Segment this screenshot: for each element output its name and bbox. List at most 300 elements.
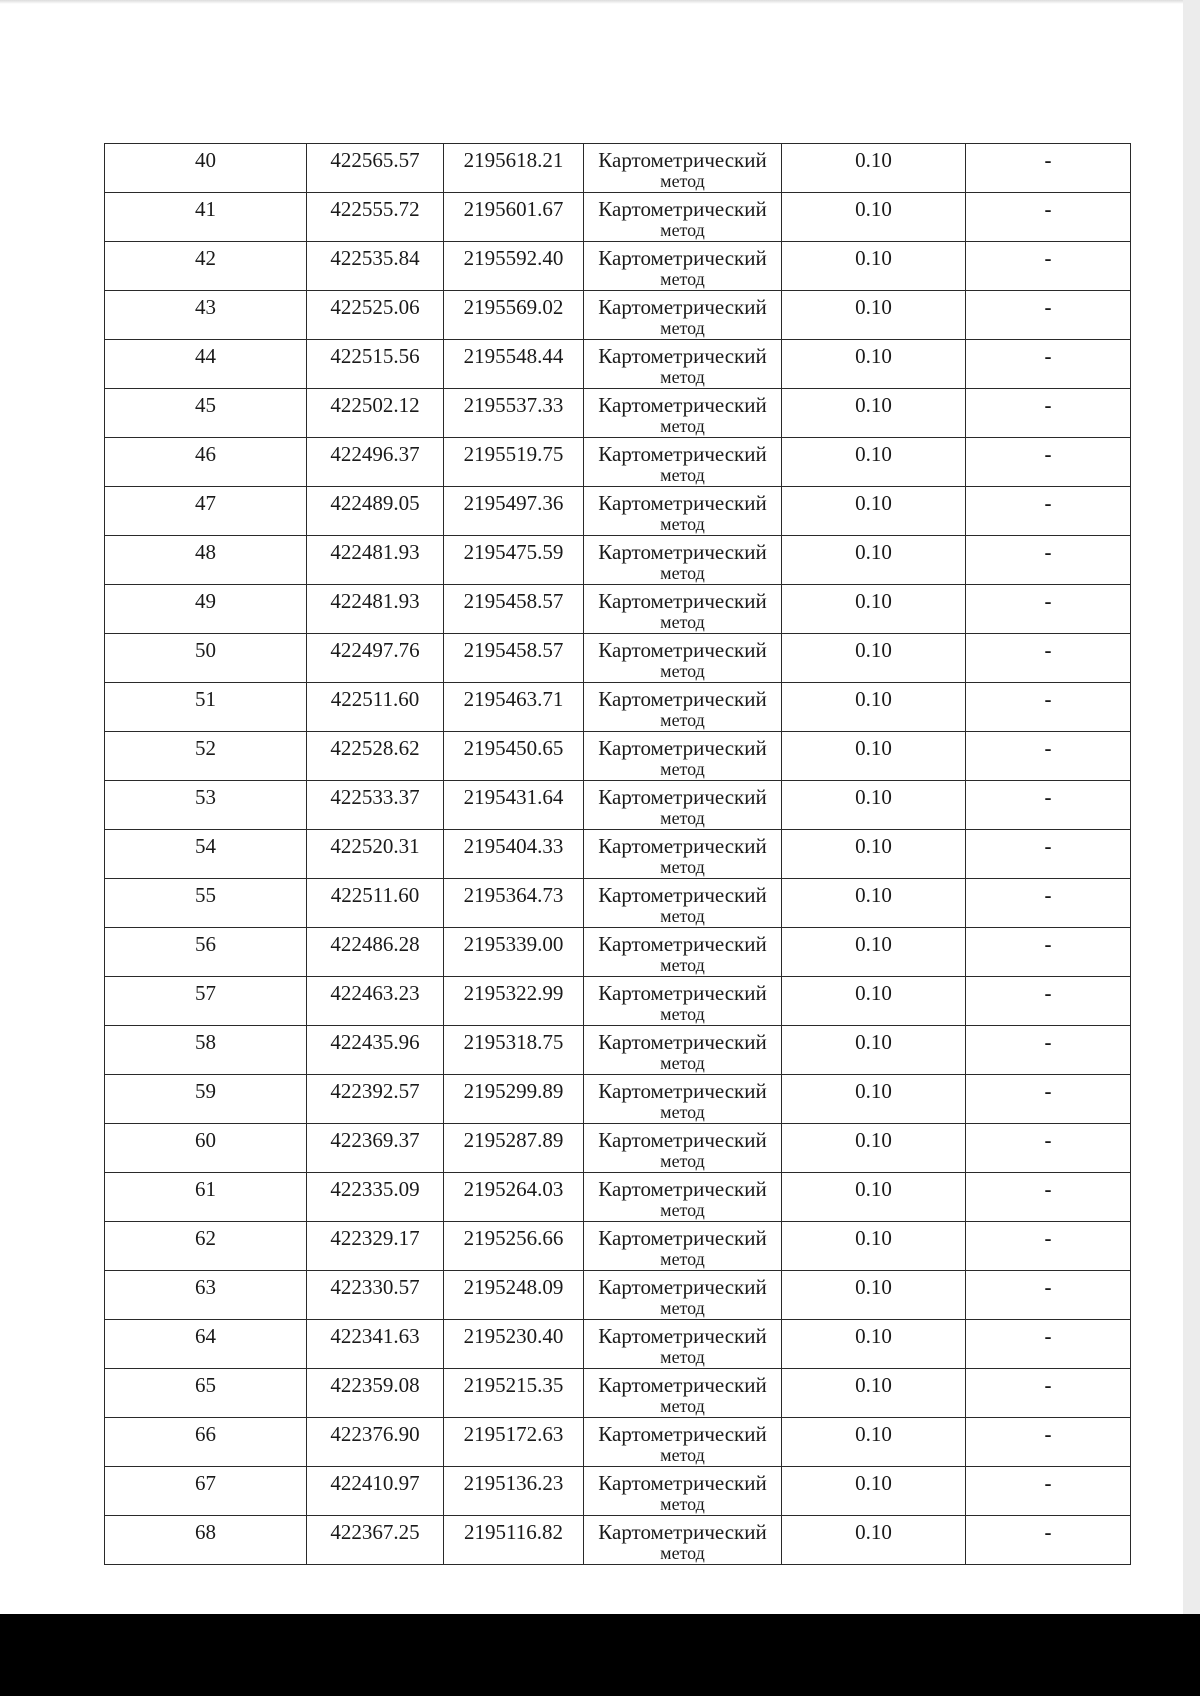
note-cell: [966, 830, 1131, 879]
x-coordinate-cell: [307, 1173, 444, 1222]
point-number-cell: [105, 487, 307, 536]
accuracy: 0.10: [855, 1177, 892, 1201]
point-number-cell: [105, 291, 307, 340]
x-coordinate: 422341.63: [330, 1324, 420, 1348]
method: Картометрический метод: [598, 344, 767, 387]
x-coordinate: 422502.12: [330, 393, 420, 417]
point-number: 44: [195, 344, 216, 368]
table-row: [105, 144, 1131, 193]
coordinates-table-body: [105, 144, 1131, 1565]
point-number: 67: [195, 1471, 216, 1495]
point-number: 48: [195, 540, 216, 564]
y-coordinate: 2195519.75: [463, 442, 564, 466]
note-cell: [966, 683, 1131, 732]
point-number-cell: [105, 732, 307, 781]
table-row: [105, 193, 1131, 242]
note-cell: [966, 1173, 1131, 1222]
y-coordinate-cell: [444, 977, 584, 1026]
note-cell: [966, 1467, 1131, 1516]
method: Картометрический метод: [598, 638, 767, 681]
y-coordinate-cell: [444, 487, 584, 536]
y-coordinate: 2195618.21: [463, 148, 564, 172]
x-coordinate-cell: [307, 781, 444, 830]
note: -: [1044, 1030, 1052, 1054]
y-coordinate-cell: [444, 389, 584, 438]
x-coordinate: 422369.37: [330, 1128, 420, 1152]
x-coordinate-cell: [307, 1026, 444, 1075]
y-coordinate: 2195364.73: [463, 883, 564, 907]
note: -: [1044, 246, 1052, 270]
method: Картометрический метод: [598, 1471, 767, 1514]
point-number: 62: [195, 1226, 216, 1250]
x-coordinate-cell: [307, 683, 444, 732]
point-number-cell: [105, 536, 307, 585]
point-number: 64: [195, 1324, 216, 1348]
accuracy: 0.10: [855, 197, 892, 221]
method: Картометрический метод: [598, 491, 767, 534]
note-cell: [966, 193, 1131, 242]
note-cell: [966, 928, 1131, 977]
y-coordinate: 2195322.99: [463, 981, 564, 1005]
y-coordinate: 2195450.65: [463, 736, 564, 760]
table-row: [105, 242, 1131, 291]
table-row: [105, 1467, 1131, 1516]
method: Картометрический метод: [598, 246, 767, 289]
accuracy: 0.10: [855, 687, 892, 711]
method-cell: [584, 634, 782, 683]
y-coordinate-cell: [444, 1271, 584, 1320]
x-coordinate-cell: [307, 1222, 444, 1271]
method-cell: [584, 487, 782, 536]
y-coordinate: 2195116.82: [464, 1520, 563, 1544]
y-coordinate: 2195431.64: [463, 785, 564, 809]
table-row: [105, 1026, 1131, 1075]
note: -: [1044, 344, 1052, 368]
note: -: [1044, 295, 1052, 319]
method-cell: [584, 291, 782, 340]
y-coordinate: 2195264.03: [463, 1177, 564, 1201]
y-coordinate: 2195537.33: [463, 393, 564, 417]
y-coordinate-cell: [444, 1320, 584, 1369]
note-cell: [966, 1124, 1131, 1173]
note-cell: [966, 291, 1131, 340]
y-coordinate-cell: [444, 683, 584, 732]
table-row: [105, 732, 1131, 781]
point-number: 65: [195, 1373, 216, 1397]
accuracy-cell: [782, 1026, 966, 1075]
note: -: [1044, 1275, 1052, 1299]
accuracy: 0.10: [855, 1128, 892, 1152]
note-cell: [966, 634, 1131, 683]
y-coordinate-cell: [444, 781, 584, 830]
y-coordinate-cell: [444, 1369, 584, 1418]
table-row: [105, 487, 1131, 536]
note: -: [1044, 932, 1052, 956]
method-cell: [584, 585, 782, 634]
method-cell: [584, 1320, 782, 1369]
y-coordinate: 2195548.44: [463, 344, 564, 368]
note-cell: [966, 781, 1131, 830]
note-cell: [966, 144, 1131, 193]
accuracy: 0.10: [855, 540, 892, 564]
x-coordinate-cell: [307, 1271, 444, 1320]
x-coordinate: 422528.62: [330, 736, 420, 760]
table-row: [105, 928, 1131, 977]
point-number-cell: [105, 634, 307, 683]
method: Картометрический метод: [598, 589, 767, 632]
point-number: 53: [195, 785, 216, 809]
point-number: 54: [195, 834, 216, 858]
y-coordinate-cell: [444, 1026, 584, 1075]
accuracy: 0.10: [855, 148, 892, 172]
y-coordinate-cell: [444, 1222, 584, 1271]
accuracy-cell: [782, 1418, 966, 1467]
table-row: [105, 291, 1131, 340]
y-coordinate: 2195592.40: [463, 246, 564, 270]
accuracy: 0.10: [855, 295, 892, 319]
point-number: 45: [195, 393, 216, 417]
accuracy-cell: [782, 1516, 966, 1565]
method-cell: [584, 193, 782, 242]
y-coordinate: 2195248.09: [463, 1275, 564, 1299]
method-cell: [584, 438, 782, 487]
table-row: [105, 977, 1131, 1026]
scan-bottom-band: [0, 1614, 1200, 1696]
accuracy: 0.10: [855, 393, 892, 417]
point-number-cell: [105, 193, 307, 242]
y-coordinate-cell: [444, 1467, 584, 1516]
x-coordinate-cell: [307, 977, 444, 1026]
x-coordinate-cell: [307, 1418, 444, 1467]
accuracy-cell: [782, 291, 966, 340]
x-coordinate: 422533.37: [330, 785, 420, 809]
point-number-cell: [105, 389, 307, 438]
method: Картометрический метод: [598, 834, 767, 877]
x-coordinate-cell: [307, 438, 444, 487]
x-coordinate: 422520.31: [330, 834, 420, 858]
point-number: 41: [195, 197, 216, 221]
point-number-cell: [105, 1173, 307, 1222]
x-coordinate: 422515.56: [330, 344, 420, 368]
table-row: [105, 1075, 1131, 1124]
y-coordinate-cell: [444, 1124, 584, 1173]
note-cell: [966, 1516, 1131, 1565]
method-cell: [584, 732, 782, 781]
y-coordinate: 2195215.35: [463, 1373, 564, 1397]
y-coordinate: 2195287.89: [463, 1128, 564, 1152]
point-number: 51: [195, 687, 216, 711]
note: -: [1044, 638, 1052, 662]
accuracy: 0.10: [855, 981, 892, 1005]
note-cell: [966, 438, 1131, 487]
method-cell: [584, 1173, 782, 1222]
x-coordinate-cell: [307, 242, 444, 291]
method: Картометрический метод: [598, 1324, 767, 1367]
note-cell: [966, 879, 1131, 928]
point-number: 66: [195, 1422, 216, 1446]
x-coordinate-cell: [307, 536, 444, 585]
accuracy: 0.10: [855, 736, 892, 760]
point-number: 55: [195, 883, 216, 907]
point-number-cell: [105, 928, 307, 977]
x-coordinate: 422489.05: [330, 491, 420, 515]
method: Картометрический метод: [598, 687, 767, 730]
note-cell: [966, 1026, 1131, 1075]
accuracy-cell: [782, 487, 966, 536]
x-coordinate: 422410.97: [330, 1471, 420, 1495]
y-coordinate: 2195230.40: [463, 1324, 564, 1348]
y-coordinate: 2195299.89: [463, 1079, 564, 1103]
point-number-cell: [105, 242, 307, 291]
note: -: [1044, 1226, 1052, 1250]
accuracy: 0.10: [855, 246, 892, 270]
method: Картометрический метод: [598, 1177, 767, 1220]
x-coordinate: 422481.93: [330, 589, 420, 613]
x-coordinate-cell: [307, 144, 444, 193]
accuracy: 0.10: [855, 1422, 892, 1446]
note: -: [1044, 1079, 1052, 1103]
method-cell: [584, 536, 782, 585]
method-cell: [584, 928, 782, 977]
point-number: 40: [195, 148, 216, 172]
y-coordinate-cell: [444, 242, 584, 291]
method-cell: [584, 977, 782, 1026]
x-coordinate: 422486.28: [330, 932, 420, 956]
method: Картометрический метод: [598, 1079, 767, 1122]
table-row: [105, 585, 1131, 634]
method: Картометрический метод: [598, 736, 767, 779]
accuracy-cell: [782, 585, 966, 634]
table-row: [105, 634, 1131, 683]
x-coordinate: 422376.90: [330, 1422, 420, 1446]
point-number-cell: [105, 683, 307, 732]
note: -: [1044, 1471, 1052, 1495]
accuracy-cell: [782, 732, 966, 781]
note: -: [1044, 197, 1052, 221]
accuracy-cell: [782, 389, 966, 438]
table-row: [105, 438, 1131, 487]
accuracy-cell: [782, 340, 966, 389]
x-coordinate-cell: [307, 291, 444, 340]
y-coordinate-cell: [444, 928, 584, 977]
method-cell: [584, 781, 782, 830]
note: -: [1044, 1373, 1052, 1397]
table-row: [105, 1124, 1131, 1173]
accuracy-cell: [782, 1222, 966, 1271]
note: -: [1044, 1324, 1052, 1348]
accuracy-cell: [782, 536, 966, 585]
y-coordinate-cell: [444, 830, 584, 879]
method: Картометрический метод: [598, 197, 767, 240]
y-coordinate-cell: [444, 340, 584, 389]
point-number-cell: [105, 1369, 307, 1418]
accuracy: 0.10: [855, 1079, 892, 1103]
note: -: [1044, 393, 1052, 417]
x-coordinate-cell: [307, 732, 444, 781]
note: -: [1044, 148, 1052, 172]
method-cell: [584, 1369, 782, 1418]
method: Картометрический метод: [598, 1128, 767, 1171]
method: Картометрический метод: [598, 1030, 767, 1073]
y-coordinate-cell: [444, 1075, 584, 1124]
accuracy: 0.10: [855, 1324, 892, 1348]
table-row: [105, 1320, 1131, 1369]
table-row: [105, 683, 1131, 732]
point-number: 46: [195, 442, 216, 466]
accuracy: 0.10: [855, 442, 892, 466]
x-coordinate-cell: [307, 1075, 444, 1124]
accuracy-cell: [782, 634, 966, 683]
table-row: [105, 781, 1131, 830]
x-coordinate: 422463.23: [330, 981, 420, 1005]
method: Картометрический метод: [598, 883, 767, 926]
note-cell: [966, 389, 1131, 438]
method-cell: [584, 879, 782, 928]
y-coordinate-cell: [444, 879, 584, 928]
y-coordinate-cell: [444, 732, 584, 781]
table-row: [105, 1516, 1131, 1565]
point-number-cell: [105, 438, 307, 487]
x-coordinate-cell: [307, 585, 444, 634]
y-coordinate-cell: [444, 1418, 584, 1467]
point-number-cell: [105, 1467, 307, 1516]
accuracy: 0.10: [855, 834, 892, 858]
x-coordinate: 422359.08: [330, 1373, 420, 1397]
y-coordinate-cell: [444, 1173, 584, 1222]
point-number: 61: [195, 1177, 216, 1201]
point-number: 59: [195, 1079, 216, 1103]
x-coordinate-cell: [307, 340, 444, 389]
method: Картометрический метод: [598, 1275, 767, 1318]
y-coordinate-cell: [444, 144, 584, 193]
x-coordinate-cell: [307, 389, 444, 438]
y-coordinate: 2195458.57: [463, 638, 564, 662]
x-coordinate-cell: [307, 193, 444, 242]
x-coordinate: 422335.09: [330, 1177, 420, 1201]
table-row: [105, 879, 1131, 928]
method-cell: [584, 830, 782, 879]
note: -: [1044, 883, 1052, 907]
x-coordinate: 422511.60: [330, 883, 420, 907]
accuracy: 0.10: [855, 1275, 892, 1299]
method-cell: [584, 389, 782, 438]
method: Картометрический метод: [598, 981, 767, 1024]
method: Картометрический метод: [598, 1226, 767, 1269]
table-row: [105, 1222, 1131, 1271]
accuracy-cell: [782, 1467, 966, 1516]
method: Картометрический метод: [598, 1373, 767, 1416]
accuracy-cell: [782, 830, 966, 879]
method-cell: [584, 242, 782, 291]
y-coordinate: 2195404.33: [463, 834, 564, 858]
note: -: [1044, 687, 1052, 711]
note: -: [1044, 442, 1052, 466]
y-coordinate: 2195569.02: [463, 295, 564, 319]
note-cell: [966, 1271, 1131, 1320]
y-coordinate-cell: [444, 536, 584, 585]
coordinates-table: [104, 143, 1131, 1565]
point-number-cell: [105, 830, 307, 879]
accuracy: 0.10: [855, 344, 892, 368]
x-coordinate: 422525.06: [330, 295, 420, 319]
x-coordinate: 422511.60: [330, 687, 420, 711]
note: -: [1044, 540, 1052, 564]
method-cell: [584, 1222, 782, 1271]
x-coordinate-cell: [307, 634, 444, 683]
point-number-cell: [105, 585, 307, 634]
point-number-cell: [105, 781, 307, 830]
point-number-cell: [105, 1271, 307, 1320]
method-cell: [584, 1467, 782, 1516]
y-coordinate-cell: [444, 291, 584, 340]
method: Картометрический метод: [598, 1422, 767, 1465]
point-number-cell: [105, 1320, 307, 1369]
method: Картометрический метод: [598, 785, 767, 828]
accuracy-cell: [782, 438, 966, 487]
accuracy-cell: [782, 1369, 966, 1418]
y-coordinate: 2195256.66: [463, 1226, 564, 1250]
point-number-cell: [105, 144, 307, 193]
point-number-cell: [105, 977, 307, 1026]
point-number: 58: [195, 1030, 216, 1054]
accuracy: 0.10: [855, 491, 892, 515]
x-coordinate-cell: [307, 1124, 444, 1173]
accuracy: 0.10: [855, 932, 892, 956]
note: -: [1044, 1177, 1052, 1201]
method-cell: [584, 1516, 782, 1565]
y-coordinate: 2195497.36: [463, 491, 564, 515]
x-coordinate: 422555.72: [330, 197, 420, 221]
table-row: [105, 1173, 1131, 1222]
note: -: [1044, 589, 1052, 613]
point-number: 63: [195, 1275, 216, 1299]
accuracy-cell: [782, 683, 966, 732]
x-coordinate: 422535.84: [330, 246, 420, 270]
accuracy-cell: [782, 242, 966, 291]
page-top-shadow: [0, 0, 1183, 4]
point-number: 42: [195, 246, 216, 270]
y-coordinate: 2195318.75: [463, 1030, 564, 1054]
method-cell: [584, 683, 782, 732]
point-number: 47: [195, 491, 216, 515]
accuracy-cell: [782, 193, 966, 242]
note-cell: [966, 536, 1131, 585]
accuracy: 0.10: [855, 1471, 892, 1495]
method: Картометрический метод: [598, 540, 767, 583]
note: -: [1044, 981, 1052, 1005]
accuracy-cell: [782, 1075, 966, 1124]
note: -: [1044, 785, 1052, 809]
point-number: 50: [195, 638, 216, 662]
point-number: 57: [195, 981, 216, 1005]
y-coordinate: 2195339.00: [463, 932, 564, 956]
table-row: [105, 536, 1131, 585]
scan-right-edge: [1183, 0, 1200, 1614]
accuracy-cell: [782, 781, 966, 830]
method-cell: [584, 144, 782, 193]
x-coordinate: 422330.57: [330, 1275, 420, 1299]
note: -: [1044, 736, 1052, 760]
note: -: [1044, 1128, 1052, 1152]
method: Картометрический метод: [598, 393, 767, 436]
point-number: 68: [195, 1520, 216, 1544]
y-coordinate-cell: [444, 634, 584, 683]
y-coordinate: 2195475.59: [463, 540, 564, 564]
x-coordinate-cell: [307, 928, 444, 977]
y-coordinate: 2195458.57: [463, 589, 564, 613]
note-cell: [966, 1222, 1131, 1271]
note-cell: [966, 340, 1131, 389]
